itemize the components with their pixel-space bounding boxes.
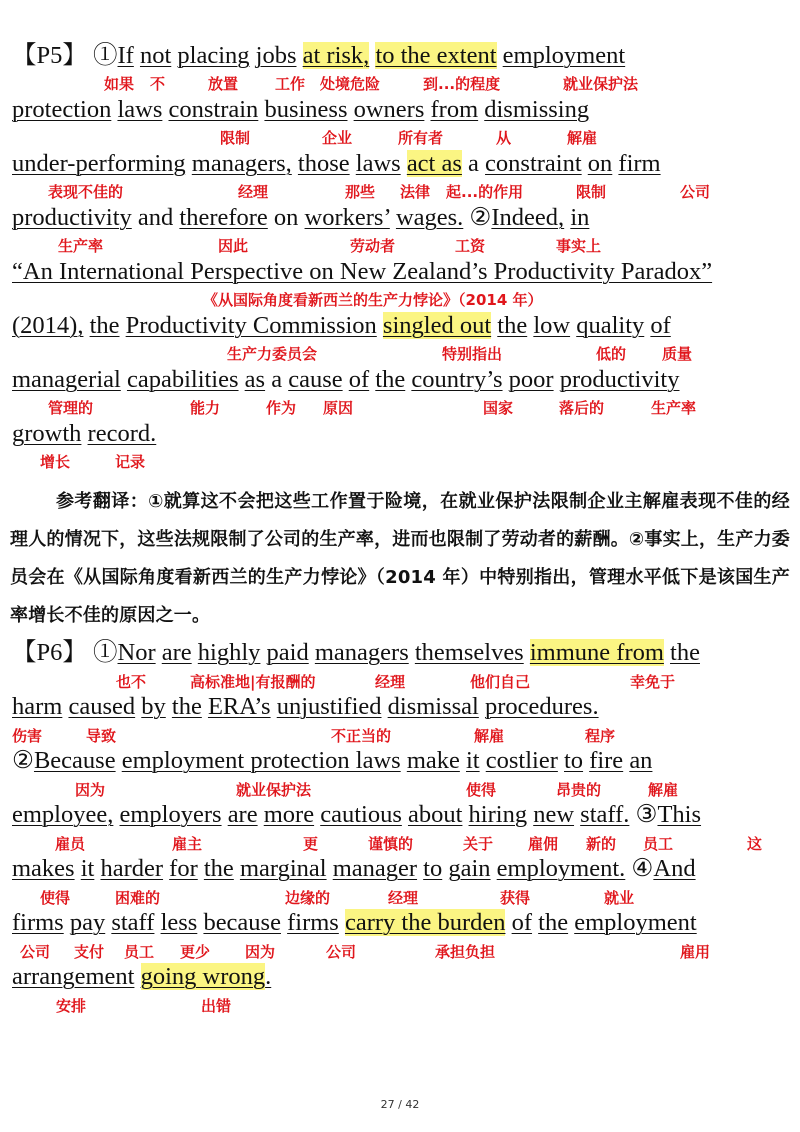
underlined-word: dismissing xyxy=(484,96,590,123)
highlighted-phrase: immune from xyxy=(529,639,664,666)
underlined-word: manager xyxy=(332,855,418,882)
chinese-gloss: 出错 xyxy=(201,997,232,1015)
text-fragment: a xyxy=(468,150,479,177)
text-fragment: ② xyxy=(12,747,34,774)
chinese-gloss: 放置 xyxy=(208,75,239,93)
underlined-word: ERA’s xyxy=(207,693,271,720)
underlined-word: Indeed, xyxy=(491,204,565,231)
underlined-word: paid xyxy=(266,639,309,666)
underlined-word: cause xyxy=(288,366,343,393)
underlined-word: the xyxy=(89,312,120,339)
p6-text-line xyxy=(12,855,696,883)
chinese-gloss: 经理 xyxy=(238,183,269,201)
chinese-gloss: 所有者 xyxy=(398,129,444,147)
underlined-word: workers’ xyxy=(304,204,390,231)
underlined-word: an xyxy=(629,747,653,774)
chinese-gloss: 昂贵的 xyxy=(556,781,602,799)
chinese-gloss: 安排 xyxy=(56,997,87,1015)
chinese-gloss: 也不 xyxy=(116,673,147,691)
underlined-word: This xyxy=(657,801,702,828)
text-fragment: a xyxy=(271,366,283,393)
chinese-gloss: 经理 xyxy=(375,673,406,691)
chinese-gloss: 使得 xyxy=(466,781,497,799)
underlined-word: employment. xyxy=(496,855,626,882)
chinese-gloss: 经理 xyxy=(388,889,419,907)
chinese-gloss: 公司 xyxy=(20,943,51,961)
p6-text-line xyxy=(12,639,700,667)
chinese-gloss: 国家 xyxy=(483,399,514,417)
underlined-word: from xyxy=(430,96,479,123)
chinese-gloss: 程序 xyxy=(585,727,616,745)
chinese-gloss: 公司 xyxy=(326,943,357,961)
text-fragment: ③ xyxy=(629,801,658,828)
chinese-gloss: 工作 xyxy=(275,75,306,93)
underlined-word: those xyxy=(297,150,350,177)
chinese-gloss: 解雇 xyxy=(567,129,598,147)
chinese-gloss: 劳动者 xyxy=(350,237,396,255)
underlined-word: are xyxy=(227,801,258,828)
chinese-gloss: 那些 xyxy=(345,183,376,201)
chinese-gloss: 质量 xyxy=(662,345,693,363)
chinese-gloss: 高标准地|有报酬的 xyxy=(190,673,316,691)
underlined-word: the xyxy=(375,366,406,393)
underlined-word: makes xyxy=(12,855,75,882)
underlined-word: And xyxy=(653,855,696,882)
chinese-gloss: 到...的程度 xyxy=(423,75,501,93)
chinese-gloss: 伤害 xyxy=(12,727,43,745)
text-fragment: ④ xyxy=(625,855,654,882)
underlined-word: owners xyxy=(353,96,425,123)
underlined-word: Productivity Commission xyxy=(125,312,377,339)
p6-text-line xyxy=(12,963,271,991)
underlined-word: productivity xyxy=(12,204,132,231)
underlined-word: capabilities xyxy=(126,366,239,393)
chinese-gloss: 企业 xyxy=(322,129,353,147)
underlined-word: employers xyxy=(119,801,222,828)
underlined-word: unjustified xyxy=(276,693,382,720)
underlined-word: about xyxy=(407,801,463,828)
underlined-word: managerial xyxy=(12,366,121,393)
text-fragment: ① xyxy=(93,639,118,666)
chinese-gloss: 工资 xyxy=(455,237,486,255)
underlined-word: firms xyxy=(287,909,339,936)
underlined-word: Nor xyxy=(117,639,156,666)
underlined-word: business xyxy=(264,96,348,123)
p6-text-line xyxy=(12,747,652,775)
chinese-gloss: 不正当的 xyxy=(331,727,392,745)
underlined-word: “An International Perspective on New Zealand’s Productivity Paradox” xyxy=(12,258,713,285)
chinese-gloss: 雇用 xyxy=(680,943,711,961)
underlined-word: fire xyxy=(589,747,624,774)
underlined-word: the xyxy=(203,855,234,882)
underlined-word: dismissal xyxy=(387,693,479,720)
underlined-word: procedures. xyxy=(484,693,599,720)
chinese-gloss: 就业保护法 xyxy=(563,75,639,93)
underlined-word: laws xyxy=(117,96,163,123)
underlined-word: employment protection laws xyxy=(121,747,401,774)
text-fragment: and xyxy=(137,204,174,231)
underlined-word: not xyxy=(139,42,172,69)
chinese-gloss: 法律 xyxy=(400,183,431,201)
chinese-gloss: 使得 xyxy=(40,889,71,907)
chinese-gloss: 起...的作用 xyxy=(446,183,524,201)
underlined-word: the xyxy=(538,909,569,936)
underlined-word: the xyxy=(497,312,528,339)
underlined-word: protection xyxy=(12,96,112,123)
highlighted-phrase: act as xyxy=(406,150,462,177)
chinese-gloss: 增长 xyxy=(40,453,71,471)
chinese-gloss: 因为 xyxy=(245,943,276,961)
p6-text-line xyxy=(12,801,701,829)
underlined-word: If xyxy=(117,42,134,69)
underlined-word: quality xyxy=(576,312,645,339)
chinese-gloss: 不 xyxy=(150,75,166,93)
underlined-word: laws xyxy=(355,150,401,177)
p5-text-line xyxy=(12,420,156,448)
chinese-gloss: 如果 xyxy=(104,75,135,93)
text-fragment: ① xyxy=(93,42,118,69)
text-fragment xyxy=(134,963,140,990)
text-fragment: 【P6】 xyxy=(12,639,94,666)
underlined-word: managers xyxy=(314,639,409,666)
reference-translation: 参考翻译：①就算这不会把这些工作置于险境，在就业保护法限制企业主解雇表现不佳的经理人的情况下，这些法规限制了公司的生产率，进而也限制了劳动者的薪酬。②事实上，生产力委员会在《从国际角度看新西兰的生产力悖论》（2014 年）中特别指出，管理水平低下是该国生产率增长不佳的原因之一。 xyxy=(10,491,790,626)
underlined-word: to xyxy=(423,855,443,882)
underlined-word: staff. xyxy=(580,801,630,828)
chinese-gloss: 生产率 xyxy=(58,237,104,255)
chinese-gloss: 谨慎的 xyxy=(368,835,414,853)
chinese-gloss: 限制 xyxy=(576,183,607,201)
underlined-word: pay xyxy=(69,909,106,936)
chinese-gloss: 更 xyxy=(303,835,319,853)
highlighted-phrase: to the extent xyxy=(375,42,497,69)
underlined-word: managers, xyxy=(191,150,292,177)
underlined-word: by xyxy=(141,693,166,720)
chinese-gloss: 原因 xyxy=(323,399,354,417)
text-fragment: 【P5】 xyxy=(12,42,94,69)
underlined-word: wages. xyxy=(395,204,464,231)
underlined-word: for xyxy=(169,855,198,882)
underlined-word: gain xyxy=(448,855,491,882)
underlined-word: firm xyxy=(618,150,661,177)
page-number: 27 / 42 xyxy=(380,1098,420,1111)
chinese-gloss: 新的 xyxy=(586,835,617,853)
chinese-gloss: 就业 xyxy=(604,889,635,907)
p5-text-line xyxy=(12,258,712,286)
p6-text-line xyxy=(12,693,599,721)
chinese-gloss: 生产力委员会 xyxy=(227,345,318,363)
chinese-gloss: 这 xyxy=(747,835,763,853)
chinese-gloss: 限制 xyxy=(220,129,251,147)
underlined-word: themselves xyxy=(414,639,524,666)
underlined-word: (2014), xyxy=(12,312,84,339)
underlined-word: marginal xyxy=(239,855,327,882)
underlined-word: productivity xyxy=(559,366,680,393)
p5-text-line xyxy=(12,204,589,232)
chinese-gloss: 导致 xyxy=(86,727,117,745)
p5-text-line xyxy=(12,366,679,394)
chinese-gloss: 因此 xyxy=(218,237,249,255)
chinese-gloss: 能力 xyxy=(190,399,221,417)
chinese-gloss: 困难的 xyxy=(115,889,161,907)
p6-text-line xyxy=(12,909,697,937)
underlined-word: employee, xyxy=(12,801,114,828)
underlined-word: because xyxy=(203,909,281,936)
chinese-gloss: 解雇 xyxy=(648,781,679,799)
p5-text-line xyxy=(12,312,671,340)
chinese-gloss: 雇佣 xyxy=(528,835,559,853)
underlined-word: growth xyxy=(12,420,82,447)
text-fragment xyxy=(377,312,383,339)
chinese-gloss: 公司 xyxy=(680,183,711,201)
underlined-word: low xyxy=(533,312,571,339)
chinese-gloss: 解雇 xyxy=(474,727,505,745)
underlined-word: . xyxy=(265,963,272,990)
chinese-gloss: 《从国际角度看新西兰的生产力悖论》（2014 年） xyxy=(203,291,543,309)
chinese-gloss: 从 xyxy=(496,129,512,147)
text-fragment xyxy=(401,150,407,177)
highlighted-phrase: at risk, xyxy=(302,42,370,69)
highlighted-phrase: carry the burden xyxy=(344,909,506,936)
underlined-word: on xyxy=(587,150,613,177)
underlined-word: make xyxy=(406,747,460,774)
underlined-word: of xyxy=(348,366,370,393)
underlined-word: of xyxy=(650,312,671,339)
chinese-gloss: 管理的 xyxy=(48,399,94,417)
underlined-word: it xyxy=(466,747,480,774)
text-fragment xyxy=(524,639,530,666)
text-fragment xyxy=(297,42,303,69)
highlighted-phrase: singled out xyxy=(382,312,492,339)
chinese-gloss: 承担负担 xyxy=(435,943,496,961)
chinese-gloss: 事实上 xyxy=(556,237,602,255)
chinese-gloss: 支付 xyxy=(74,943,105,961)
chinese-gloss: 记录 xyxy=(115,453,146,471)
p5-text-line xyxy=(12,150,661,178)
underlined-word: employment xyxy=(502,42,626,69)
chinese-gloss: 雇主 xyxy=(172,835,203,853)
underlined-word: the xyxy=(670,639,700,666)
chinese-gloss: 边缘的 xyxy=(285,889,331,907)
underlined-word: new xyxy=(533,801,575,828)
underlined-word: firms xyxy=(12,909,64,936)
chinese-gloss: 就业保护法 xyxy=(236,781,312,799)
underlined-word: Because xyxy=(33,747,116,774)
underlined-word: as xyxy=(244,366,266,393)
chinese-gloss: 他们自己 xyxy=(470,673,531,691)
chinese-gloss: 关于 xyxy=(463,835,494,853)
underlined-word: of xyxy=(511,909,533,936)
underlined-word: poor xyxy=(508,366,554,393)
chinese-gloss: 更少 xyxy=(180,943,211,961)
underlined-word: jobs xyxy=(255,42,297,69)
underlined-word: staff xyxy=(111,909,155,936)
underlined-word: arrangement xyxy=(12,963,135,990)
chinese-gloss: 低的 xyxy=(596,345,627,363)
underlined-word: under-performing xyxy=(12,150,186,177)
text-fragment: ② xyxy=(463,204,492,231)
underlined-word: hiring xyxy=(468,801,528,828)
underlined-word: more xyxy=(263,801,315,828)
underlined-word: cautious xyxy=(320,801,402,828)
underlined-word: caused xyxy=(68,693,136,720)
underlined-word: therefore xyxy=(179,204,268,231)
underlined-word: to xyxy=(564,747,584,774)
chinese-gloss: 落后的 xyxy=(559,399,605,417)
underlined-word: record. xyxy=(87,420,157,447)
underlined-word: placing xyxy=(177,42,250,69)
chinese-gloss: 员工 xyxy=(643,835,674,853)
chinese-gloss: 特别指出 xyxy=(442,345,503,363)
underlined-word: are xyxy=(161,639,192,666)
underlined-word: the xyxy=(171,693,202,720)
text-fragment: on xyxy=(273,204,299,231)
chinese-gloss: 处境危险 xyxy=(320,75,381,93)
highlighted-phrase: going wrong xyxy=(140,963,266,990)
chinese-gloss: 生产率 xyxy=(651,399,697,417)
chinese-gloss: 员工 xyxy=(124,943,155,961)
chinese-gloss: 幸免于 xyxy=(630,673,676,691)
underlined-word: harder xyxy=(100,855,164,882)
chinese-gloss: 作为 xyxy=(266,399,297,417)
underlined-word: employment xyxy=(574,909,697,936)
underlined-word: highly xyxy=(197,639,261,666)
underlined-word: costlier xyxy=(485,747,558,774)
chinese-gloss: 获得 xyxy=(500,889,531,907)
underlined-word: harm xyxy=(12,693,63,720)
chinese-gloss: 雇员 xyxy=(55,835,86,853)
underlined-word: country’s xyxy=(411,366,503,393)
underlined-word: constrain xyxy=(168,96,259,123)
underlined-word: less xyxy=(160,909,198,936)
chinese-gloss: 因为 xyxy=(75,781,106,799)
underlined-word: constraint xyxy=(485,150,582,177)
p5-text-line xyxy=(12,42,625,70)
chinese-gloss: 表现不佳的 xyxy=(48,183,124,201)
underlined-word: it xyxy=(80,855,95,882)
underlined-word: in xyxy=(570,204,590,231)
p5-text-line xyxy=(12,96,589,124)
